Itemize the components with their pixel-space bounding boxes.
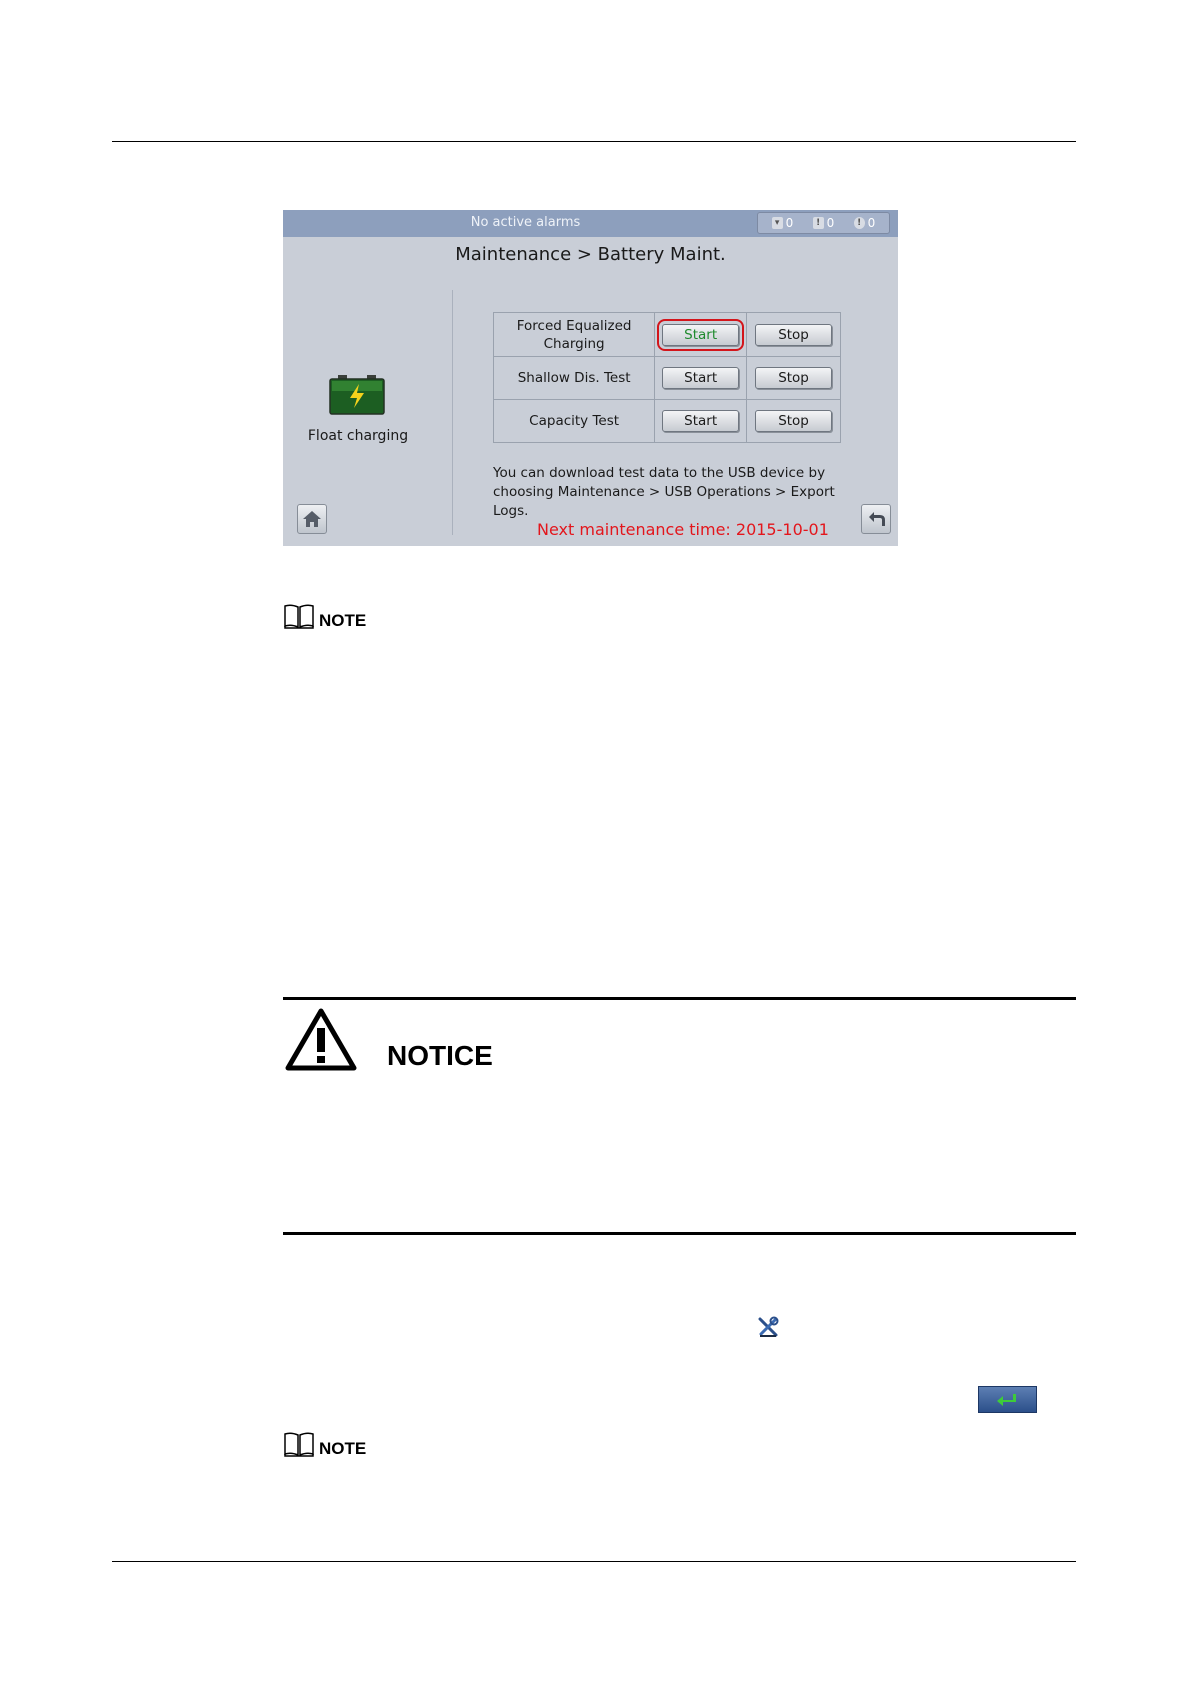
table-row [494, 400, 841, 443]
footer-rule [112, 1561, 1076, 1562]
note-heading-2 [283, 1431, 366, 1457]
notice-label: NOTICE [387, 1040, 493, 1071]
notice-top-rule [283, 997, 1076, 1000]
next-maintenance-time: Next maintenance time: 2015-10-01 [537, 520, 829, 539]
battery-maint-screen [283, 210, 898, 546]
major-alarm-count: ! 0 [813, 216, 835, 230]
home-button[interactable] [297, 504, 327, 534]
major-alarm-icon: ! [813, 217, 824, 229]
table-row [494, 313, 841, 357]
note-label: NOTE [319, 611, 367, 630]
enter-arrow-icon [979, 1387, 1036, 1412]
minor-alarm-count: ! 0 [854, 216, 876, 230]
critical-alarm-count: ▾ 0 [772, 216, 794, 230]
minor-alarm-icon: ! [854, 217, 865, 229]
book-icon [283, 1431, 315, 1457]
enter-icon [978, 1386, 1037, 1413]
warning-icon [285, 1008, 357, 1071]
usb-info-text: You can download test data to the USB device by choosing Maintenance > USB Operations > Export Logs. [493, 465, 835, 519]
tool-icon [757, 1316, 779, 1338]
forced-equalized-stop-button[interactable]: Stop [755, 324, 832, 346]
test-label-shallow-dis: Shallow Dis. Test [494, 357, 655, 400]
back-button[interactable] [861, 504, 891, 534]
status-bar [283, 210, 898, 237]
panel-divider [452, 290, 453, 535]
battery-test-table [493, 312, 841, 443]
capacity-stop-button[interactable]: Stop [755, 410, 832, 432]
shallow-dis-start-button[interactable]: Start [662, 367, 739, 389]
battery-icon [329, 375, 385, 415]
table-row [494, 357, 841, 400]
test-label-forced-equalized: Forced Equalized Charging [494, 313, 655, 357]
book-icon [283, 603, 315, 629]
back-icon [862, 505, 890, 533]
test-label-capacity: Capacity Test [494, 400, 655, 443]
shallow-dis-stop-button[interactable]: Stop [755, 367, 832, 389]
forced-equalized-start-button[interactable]: Start [662, 324, 739, 346]
header-rule [112, 141, 1076, 142]
alarm-counts[interactable] [757, 212, 890, 234]
note-label: NOTE [319, 1439, 367, 1458]
capacity-start-button[interactable]: Start [662, 410, 739, 432]
note-heading-1 [283, 603, 366, 629]
critical-alarm-icon: ▾ [772, 217, 783, 229]
alarm-status-text[interactable]: No active alarms [470, 215, 581, 230]
battery-status-label: Float charging [307, 428, 409, 444]
home-icon [298, 505, 326, 533]
breadcrumb: Maintenance > Battery Maint. [455, 244, 726, 265]
notice-bottom-rule [283, 1232, 1076, 1235]
